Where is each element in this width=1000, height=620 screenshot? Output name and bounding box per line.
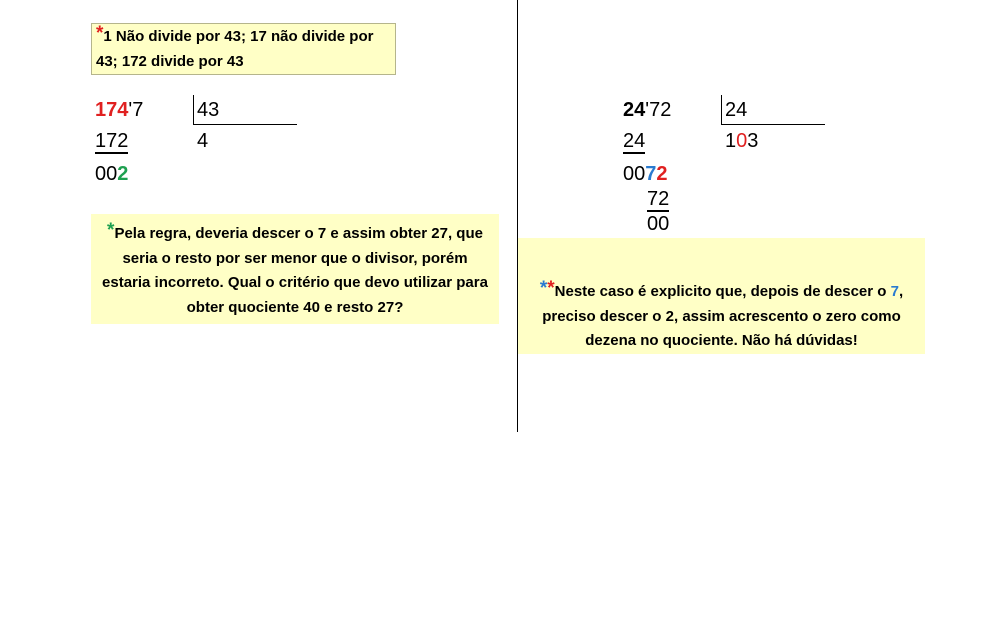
right-dividend-bold: 24 — [623, 99, 646, 121]
top-note-star: * — [96, 23, 104, 44]
right-dividend-rest: '72 — [645, 99, 672, 121]
left-note-star: * — [107, 220, 115, 241]
right-remainder-blue: 7 — [645, 163, 657, 185]
right-second-subtrahend — [647, 187, 669, 211]
right-divisor: 24 — [725, 99, 748, 121]
right-quotient-first: 1 — [725, 130, 737, 152]
right-final-remainder: 00 — [647, 213, 670, 235]
left-remainder-prefix: 00 — [95, 163, 118, 185]
right-dividend — [623, 98, 671, 122]
right-quotient-mid: 0 — [736, 130, 748, 152]
right-quotient — [725, 129, 758, 153]
right-note-star-red: * — [547, 278, 555, 299]
right-remainder-prefix: 00 — [623, 163, 646, 185]
left-dividend-rest: '7 — [128, 99, 144, 121]
left-dividend — [95, 98, 143, 122]
right-remainder — [623, 162, 668, 186]
left-dividend-bold: 174 — [95, 99, 129, 121]
left-remainder — [95, 162, 128, 186]
left-quotient: 4 — [197, 130, 209, 152]
center-divider — [517, 0, 518, 432]
right-subtrahend-value: 24 — [623, 130, 646, 152]
left-note-text: Pela regra, deveria descer o 7 e assim obter 27, que seria o resto por ser menor que o divisor, porém estaria incorreto. Qual o critério que devo utilizar para obter quociente 40 e resto 27? — [102, 225, 488, 316]
left-remainder-last: 2 — [117, 163, 129, 185]
left-subtrahend-value: 172 — [95, 130, 129, 152]
right-note-star-blue: * — [539, 278, 548, 299]
top-note — [91, 23, 396, 75]
left-subtrahend — [95, 129, 128, 153]
right-second-subtrahend-value: 72 — [647, 188, 670, 210]
top-note-text: 1 Não divide por 43; 17 não divide por 43; 172 divide por 43 — [96, 28, 374, 70]
right-note-text-after: , preciso descer o 2, assim acrescento o zero como dezena no quociente. Não há dúvidas! — [542, 283, 904, 349]
right-remainder-red: 2 — [656, 163, 668, 185]
right-subtrahend — [623, 129, 645, 153]
left-note — [91, 214, 499, 324]
right-note-text-before: Neste caso é explicito que, depois de descer o — [554, 283, 891, 300]
left-divisor: 43 — [197, 99, 220, 121]
right-quotient-last: 3 — [747, 130, 759, 152]
right-note-highlight: 7 — [890, 283, 899, 300]
right-note — [518, 238, 925, 354]
